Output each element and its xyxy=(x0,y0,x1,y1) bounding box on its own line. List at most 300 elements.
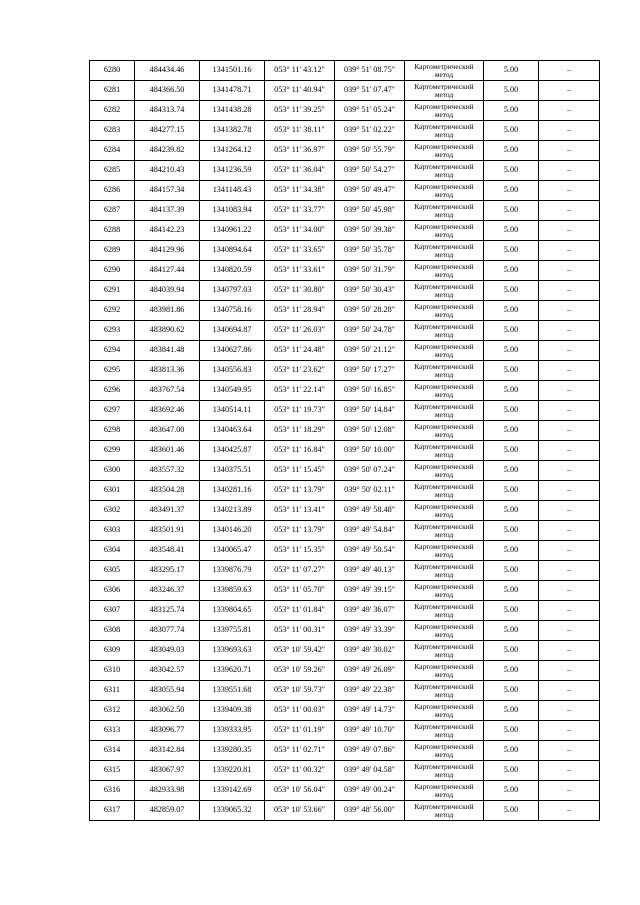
point-number-cell: 6311 xyxy=(90,681,135,701)
x-coordinate-cell: 484129.96 xyxy=(135,241,200,261)
remark-cell: – xyxy=(539,141,600,161)
latitude-cell: 053° 11' 02.71" xyxy=(265,741,335,761)
accuracy-cell: 5.00 xyxy=(484,201,539,221)
table-row xyxy=(90,241,600,261)
x-coordinate-cell: 483501.91 xyxy=(135,521,200,541)
accuracy-cell: 5.00 xyxy=(484,401,539,421)
accuracy-cell: 5.00 xyxy=(484,341,539,361)
y-coordinate-cell: 1339755.81 xyxy=(200,621,265,641)
latitude-cell: 053° 10' 59.26" xyxy=(265,661,335,681)
remark-cell: – xyxy=(539,501,600,521)
y-coordinate-cell: 1341236.59 xyxy=(200,161,265,181)
remark-cell: – xyxy=(539,581,600,601)
x-coordinate-cell: 484142.23 xyxy=(135,221,200,241)
remark-cell: – xyxy=(539,621,600,641)
method-cell: Картометрический метод xyxy=(405,321,484,341)
longitude-cell: 039° 50' 54.27" xyxy=(335,161,405,181)
table-row xyxy=(90,461,600,481)
longitude-cell: 039° 50' 28.28" xyxy=(335,301,405,321)
method-cell: Картометрический метод xyxy=(405,581,484,601)
point-number-cell: 6294 xyxy=(90,341,135,361)
longitude-cell: 039° 49' 00.24" xyxy=(335,781,405,801)
accuracy-cell: 5.00 xyxy=(484,641,539,661)
y-coordinate-cell: 1341438.28 xyxy=(200,101,265,121)
table-row xyxy=(90,81,600,101)
latitude-cell: 053° 11' 23.62" xyxy=(265,361,335,381)
x-coordinate-cell: 484039.94 xyxy=(135,281,200,301)
point-number-cell: 6286 xyxy=(90,181,135,201)
latitude-cell: 053° 11' 13.79" xyxy=(265,521,335,541)
y-coordinate-cell: 1340961.22 xyxy=(200,221,265,241)
longitude-cell: 039° 50' 14.84" xyxy=(335,401,405,421)
table-body xyxy=(90,61,600,821)
y-coordinate-cell: 1340463.64 xyxy=(200,421,265,441)
point-number-cell: 6316 xyxy=(90,781,135,801)
x-coordinate-cell: 483055.94 xyxy=(135,681,200,701)
accuracy-cell: 5.00 xyxy=(484,141,539,161)
method-cell: Картометрический метод xyxy=(405,281,484,301)
remark-cell: – xyxy=(539,81,600,101)
accuracy-cell: 5.00 xyxy=(484,81,539,101)
method-cell: Картометрический метод xyxy=(405,301,484,321)
longitude-cell: 039° 50' 17.27" xyxy=(335,361,405,381)
latitude-cell: 053° 11' 15.35" xyxy=(265,541,335,561)
x-coordinate-cell: 482933.98 xyxy=(135,781,200,801)
latitude-cell: 053° 10' 59.42" xyxy=(265,641,335,661)
latitude-cell: 053° 11' 36.04" xyxy=(265,161,335,181)
method-cell: Картометрический метод xyxy=(405,381,484,401)
accuracy-cell: 5.00 xyxy=(484,221,539,241)
y-coordinate-cell: 1340758.16 xyxy=(200,301,265,321)
point-number-cell: 6310 xyxy=(90,661,135,681)
accuracy-cell: 5.00 xyxy=(484,181,539,201)
y-coordinate-cell: 1339280.35 xyxy=(200,741,265,761)
method-cell: Картометрический метод xyxy=(405,61,484,81)
method-cell: Картометрический метод xyxy=(405,641,484,661)
x-coordinate-cell: 483981.86 xyxy=(135,301,200,321)
remark-cell: – xyxy=(539,101,600,121)
method-cell: Картометрический метод xyxy=(405,561,484,581)
y-coordinate-cell: 1339220.81 xyxy=(200,761,265,781)
point-number-cell: 6300 xyxy=(90,461,135,481)
x-coordinate-cell: 483077.74 xyxy=(135,621,200,641)
x-coordinate-cell: 483295.17 xyxy=(135,561,200,581)
x-coordinate-cell: 483601.46 xyxy=(135,441,200,461)
point-number-cell: 6289 xyxy=(90,241,135,261)
y-coordinate-cell: 1340514.11 xyxy=(200,401,265,421)
longitude-cell: 039° 49' 04.58" xyxy=(335,761,405,781)
point-number-cell: 6306 xyxy=(90,581,135,601)
y-coordinate-cell: 1339065.32 xyxy=(200,801,265,821)
y-coordinate-cell: 1340146.20 xyxy=(200,521,265,541)
point-number-cell: 6304 xyxy=(90,541,135,561)
y-coordinate-cell: 1341083.94 xyxy=(200,201,265,221)
point-number-cell: 6295 xyxy=(90,361,135,381)
method-cell: Картометрический метод xyxy=(405,501,484,521)
method-cell: Картометрический метод xyxy=(405,521,484,541)
point-number-cell: 6317 xyxy=(90,801,135,821)
point-number-cell: 6288 xyxy=(90,221,135,241)
method-cell: Картометрический метод xyxy=(405,701,484,721)
x-coordinate-cell: 484366.50 xyxy=(135,81,200,101)
method-cell: Картометрический метод xyxy=(405,341,484,361)
method-cell: Картометрический метод xyxy=(405,481,484,501)
y-coordinate-cell: 1339333.95 xyxy=(200,721,265,741)
latitude-cell: 053° 11' 01.19" xyxy=(265,721,335,741)
longitude-cell: 039° 50' 24.78" xyxy=(335,321,405,341)
y-coordinate-cell: 1340894.64 xyxy=(200,241,265,261)
accuracy-cell: 5.00 xyxy=(484,661,539,681)
remark-cell: – xyxy=(539,381,600,401)
latitude-cell: 053° 11' 33.65" xyxy=(265,241,335,261)
y-coordinate-cell: 1339620.71 xyxy=(200,661,265,681)
latitude-cell: 053° 11' 28.94" xyxy=(265,301,335,321)
longitude-cell: 039° 51' 02.22" xyxy=(335,121,405,141)
accuracy-cell: 5.00 xyxy=(484,521,539,541)
point-number-cell: 6282 xyxy=(90,101,135,121)
method-cell: Картометрический метод xyxy=(405,621,484,641)
longitude-cell: 039° 49' 33.39" xyxy=(335,621,405,641)
method-cell: Картометрический метод xyxy=(405,121,484,141)
x-coordinate-cell: 484239.82 xyxy=(135,141,200,161)
accuracy-cell: 5.00 xyxy=(484,121,539,141)
y-coordinate-cell: 1339551.68 xyxy=(200,681,265,701)
table-row xyxy=(90,321,600,341)
method-cell: Картометрический метод xyxy=(405,161,484,181)
remark-cell: – xyxy=(539,761,600,781)
latitude-cell: 053° 10' 56.04" xyxy=(265,781,335,801)
x-coordinate-cell: 483557.32 xyxy=(135,461,200,481)
latitude-cell: 053° 11' 13.41" xyxy=(265,501,335,521)
longitude-cell: 039° 49' 36.07" xyxy=(335,601,405,621)
method-cell: Картометрический метод xyxy=(405,441,484,461)
accuracy-cell: 5.00 xyxy=(484,261,539,281)
method-cell: Картометрический метод xyxy=(405,801,484,821)
table-row xyxy=(90,681,600,701)
table-row xyxy=(90,141,600,161)
latitude-cell: 053° 11' 34.38" xyxy=(265,181,335,201)
y-coordinate-cell: 1341478.71 xyxy=(200,81,265,101)
y-coordinate-cell: 1339876.79 xyxy=(200,561,265,581)
longitude-cell: 039° 49' 10.70" xyxy=(335,721,405,741)
x-coordinate-cell: 483491.37 xyxy=(135,501,200,521)
y-coordinate-cell: 1339859.63 xyxy=(200,581,265,601)
latitude-cell: 053° 11' 22.14" xyxy=(265,381,335,401)
x-coordinate-cell: 483062.50 xyxy=(135,701,200,721)
method-cell: Картометрический метод xyxy=(405,261,484,281)
x-coordinate-cell: 484313.74 xyxy=(135,101,200,121)
point-number-cell: 6298 xyxy=(90,421,135,441)
longitude-cell: 039° 50' 12.08" xyxy=(335,421,405,441)
accuracy-cell: 5.00 xyxy=(484,361,539,381)
method-cell: Картометрический метод xyxy=(405,541,484,561)
longitude-cell: 039° 50' 55.79" xyxy=(335,141,405,161)
latitude-cell: 053° 11' 13.79" xyxy=(265,481,335,501)
longitude-cell: 039° 48' 56.00" xyxy=(335,801,405,821)
y-coordinate-cell: 1341382.78 xyxy=(200,121,265,141)
y-coordinate-cell: 1340797.03 xyxy=(200,281,265,301)
method-cell: Картометрический метод xyxy=(405,401,484,421)
x-coordinate-cell: 483813.36 xyxy=(135,361,200,381)
y-coordinate-cell: 1339804.65 xyxy=(200,601,265,621)
longitude-cell: 039° 49' 30.02" xyxy=(335,641,405,661)
y-coordinate-cell: 1340627.86 xyxy=(200,341,265,361)
point-number-cell: 6313 xyxy=(90,721,135,741)
remark-cell: – xyxy=(539,241,600,261)
method-cell: Картометрический метод xyxy=(405,661,484,681)
longitude-cell: 039° 49' 22.38" xyxy=(335,681,405,701)
latitude-cell: 053° 11' 16.84" xyxy=(265,441,335,461)
x-coordinate-cell: 482859.07 xyxy=(135,801,200,821)
point-number-cell: 6308 xyxy=(90,621,135,641)
x-coordinate-cell: 483647.00 xyxy=(135,421,200,441)
y-coordinate-cell: 1340375.51 xyxy=(200,461,265,481)
table-row xyxy=(90,801,600,821)
table-row xyxy=(90,441,600,461)
longitude-cell: 039° 50' 31.79" xyxy=(335,261,405,281)
x-coordinate-cell: 484210.43 xyxy=(135,161,200,181)
accuracy-cell: 5.00 xyxy=(484,441,539,461)
point-number-cell: 6291 xyxy=(90,281,135,301)
latitude-cell: 053° 10' 53.66" xyxy=(265,801,335,821)
method-cell: Картометрический метод xyxy=(405,721,484,741)
longitude-cell: 039° 50' 49.47" xyxy=(335,181,405,201)
table-row xyxy=(90,201,600,221)
point-number-cell: 6303 xyxy=(90,521,135,541)
remark-cell: – xyxy=(539,601,600,621)
x-coordinate-cell: 484434.46 xyxy=(135,61,200,81)
method-cell: Картометрический метод xyxy=(405,421,484,441)
remark-cell: – xyxy=(539,701,600,721)
y-coordinate-cell: 1340549.95 xyxy=(200,381,265,401)
x-coordinate-cell: 483042.57 xyxy=(135,661,200,681)
table-row xyxy=(90,161,600,181)
point-number-cell: 6305 xyxy=(90,561,135,581)
accuracy-cell: 5.00 xyxy=(484,761,539,781)
longitude-cell: 039° 50' 02.11" xyxy=(335,481,405,501)
point-number-cell: 6281 xyxy=(90,81,135,101)
y-coordinate-cell: 1340556.83 xyxy=(200,361,265,381)
method-cell: Картометрический метод xyxy=(405,461,484,481)
x-coordinate-cell: 483890.62 xyxy=(135,321,200,341)
longitude-cell: 039° 49' 07.86" xyxy=(335,741,405,761)
y-coordinate-cell: 1340065.47 xyxy=(200,541,265,561)
remark-cell: – xyxy=(539,341,600,361)
table-row xyxy=(90,501,600,521)
y-coordinate-cell: 1341501.16 xyxy=(200,61,265,81)
longitude-cell: 039° 49' 58.48" xyxy=(335,501,405,521)
accuracy-cell: 5.00 xyxy=(484,161,539,181)
table-row xyxy=(90,181,600,201)
remark-cell: – xyxy=(539,301,600,321)
x-coordinate-cell: 483049.03 xyxy=(135,641,200,661)
remark-cell: – xyxy=(539,561,600,581)
method-cell: Картометрический метод xyxy=(405,681,484,701)
latitude-cell: 053° 11' 24.48" xyxy=(265,341,335,361)
table-row xyxy=(90,541,600,561)
latitude-cell: 053° 11' 43.12" xyxy=(265,61,335,81)
method-cell: Картометрический метод xyxy=(405,781,484,801)
table-row xyxy=(90,701,600,721)
remark-cell: – xyxy=(539,781,600,801)
remark-cell: – xyxy=(539,441,600,461)
longitude-cell: 039° 51' 07.47" xyxy=(335,81,405,101)
table-row xyxy=(90,621,600,641)
table-row xyxy=(90,361,600,381)
latitude-cell: 053° 11' 19.73" xyxy=(265,401,335,421)
remark-cell: – xyxy=(539,481,600,501)
table-row xyxy=(90,421,600,441)
remark-cell: – xyxy=(539,121,600,141)
latitude-cell: 053° 10' 59.73" xyxy=(265,681,335,701)
x-coordinate-cell: 484277.15 xyxy=(135,121,200,141)
method-cell: Картометрический метод xyxy=(405,201,484,221)
remark-cell: – xyxy=(539,361,600,381)
method-cell: Картометрический метод xyxy=(405,761,484,781)
table-row xyxy=(90,781,600,801)
table-row xyxy=(90,601,600,621)
table-row xyxy=(90,761,600,781)
table-row xyxy=(90,101,600,121)
table-row xyxy=(90,61,600,81)
point-number-cell: 6280 xyxy=(90,61,135,81)
method-cell: Картометрический метод xyxy=(405,601,484,621)
remark-cell: – xyxy=(539,641,600,661)
table-row xyxy=(90,381,600,401)
latitude-cell: 053° 11' 38.11" xyxy=(265,121,335,141)
latitude-cell: 053° 11' 33.61" xyxy=(265,261,335,281)
remark-cell: – xyxy=(539,321,600,341)
y-coordinate-cell: 1340213.89 xyxy=(200,501,265,521)
y-coordinate-cell: 1340694.87 xyxy=(200,321,265,341)
table-row xyxy=(90,121,600,141)
point-number-cell: 6293 xyxy=(90,321,135,341)
table-row xyxy=(90,301,600,321)
latitude-cell: 053° 11' 30.80" xyxy=(265,281,335,301)
latitude-cell: 053° 11' 01.84" xyxy=(265,601,335,621)
point-number-cell: 6292 xyxy=(90,301,135,321)
remark-cell: – xyxy=(539,161,600,181)
table-row xyxy=(90,401,600,421)
longitude-cell: 039° 49' 26.09" xyxy=(335,661,405,681)
accuracy-cell: 5.00 xyxy=(484,781,539,801)
remark-cell: – xyxy=(539,681,600,701)
accuracy-cell: 5.00 xyxy=(484,481,539,501)
method-cell: Картометрический метод xyxy=(405,361,484,381)
latitude-cell: 053° 11' 26.03" xyxy=(265,321,335,341)
point-number-cell: 6299 xyxy=(90,441,135,461)
accuracy-cell: 5.00 xyxy=(484,61,539,81)
point-number-cell: 6284 xyxy=(90,141,135,161)
point-number-cell: 6315 xyxy=(90,761,135,781)
point-number-cell: 6302 xyxy=(90,501,135,521)
method-cell: Картометрический метод xyxy=(405,181,484,201)
latitude-cell: 053° 11' 18.29" xyxy=(265,421,335,441)
table-row xyxy=(90,221,600,241)
accuracy-cell: 5.00 xyxy=(484,381,539,401)
method-cell: Картометрический метод xyxy=(405,741,484,761)
x-coordinate-cell: 484157.34 xyxy=(135,181,200,201)
coordinates-table xyxy=(89,60,600,821)
y-coordinate-cell: 1339409.38 xyxy=(200,701,265,721)
longitude-cell: 039° 50' 16.85" xyxy=(335,381,405,401)
longitude-cell: 039° 49' 50.54" xyxy=(335,541,405,561)
latitude-cell: 053° 11' 39.25" xyxy=(265,101,335,121)
remark-cell: – xyxy=(539,801,600,821)
longitude-cell: 039° 50' 10.00" xyxy=(335,441,405,461)
accuracy-cell: 5.00 xyxy=(484,461,539,481)
method-cell: Картометрический метод xyxy=(405,101,484,121)
remark-cell: – xyxy=(539,741,600,761)
accuracy-cell: 5.00 xyxy=(484,561,539,581)
accuracy-cell: 5.00 xyxy=(484,621,539,641)
method-cell: Картометрический метод xyxy=(405,221,484,241)
remark-cell: – xyxy=(539,201,600,221)
remark-cell: – xyxy=(539,521,600,541)
y-coordinate-cell: 1339693.63 xyxy=(200,641,265,661)
longitude-cell: 039° 50' 30.43" xyxy=(335,281,405,301)
x-coordinate-cell: 483067.97 xyxy=(135,761,200,781)
longitude-cell: 039° 49' 40.13" xyxy=(335,561,405,581)
longitude-cell: 039° 49' 39.15" xyxy=(335,581,405,601)
y-coordinate-cell: 1340281.16 xyxy=(200,481,265,501)
remark-cell: – xyxy=(539,221,600,241)
y-coordinate-cell: 1341264.12 xyxy=(200,141,265,161)
accuracy-cell: 5.00 xyxy=(484,541,539,561)
point-number-cell: 6296 xyxy=(90,381,135,401)
point-number-cell: 6285 xyxy=(90,161,135,181)
longitude-cell: 039° 51' 05.24" xyxy=(335,101,405,121)
x-coordinate-cell: 483096.77 xyxy=(135,721,200,741)
latitude-cell: 053° 11' 07.27" xyxy=(265,561,335,581)
x-coordinate-cell: 483548.41 xyxy=(135,541,200,561)
accuracy-cell: 5.00 xyxy=(484,701,539,721)
table-row xyxy=(90,721,600,741)
remark-cell: – xyxy=(539,401,600,421)
latitude-cell: 053° 11' 00.03" xyxy=(265,701,335,721)
point-number-cell: 6287 xyxy=(90,201,135,221)
y-coordinate-cell: 1340425.87 xyxy=(200,441,265,461)
longitude-cell: 039° 50' 21.12" xyxy=(335,341,405,361)
latitude-cell: 053° 11' 15.45" xyxy=(265,461,335,481)
accuracy-cell: 5.00 xyxy=(484,741,539,761)
point-number-cell: 6297 xyxy=(90,401,135,421)
latitude-cell: 053° 11' 34.00" xyxy=(265,221,335,241)
remark-cell: – xyxy=(539,421,600,441)
remark-cell: – xyxy=(539,721,600,741)
accuracy-cell: 5.00 xyxy=(484,601,539,621)
table-row xyxy=(90,261,600,281)
accuracy-cell: 5.00 xyxy=(484,681,539,701)
y-coordinate-cell: 1339142.69 xyxy=(200,781,265,801)
table-row xyxy=(90,561,600,581)
table-row xyxy=(90,741,600,761)
longitude-cell: 039° 51' 08.75" xyxy=(335,61,405,81)
point-number-cell: 6312 xyxy=(90,701,135,721)
point-number-cell: 6301 xyxy=(90,481,135,501)
x-coordinate-cell: 483125.74 xyxy=(135,601,200,621)
longitude-cell: 039° 49' 14.73" xyxy=(335,701,405,721)
latitude-cell: 053° 11' 00.31" xyxy=(265,621,335,641)
remark-cell: – xyxy=(539,61,600,81)
x-coordinate-cell: 483692.46 xyxy=(135,401,200,421)
latitude-cell: 053° 11' 00.32" xyxy=(265,761,335,781)
method-cell: Картометрический метод xyxy=(405,241,484,261)
x-coordinate-cell: 483841.48 xyxy=(135,341,200,361)
longitude-cell: 039° 50' 39.38" xyxy=(335,221,405,241)
y-coordinate-cell: 1341148.43 xyxy=(200,181,265,201)
latitude-cell: 053° 11' 40.94" xyxy=(265,81,335,101)
